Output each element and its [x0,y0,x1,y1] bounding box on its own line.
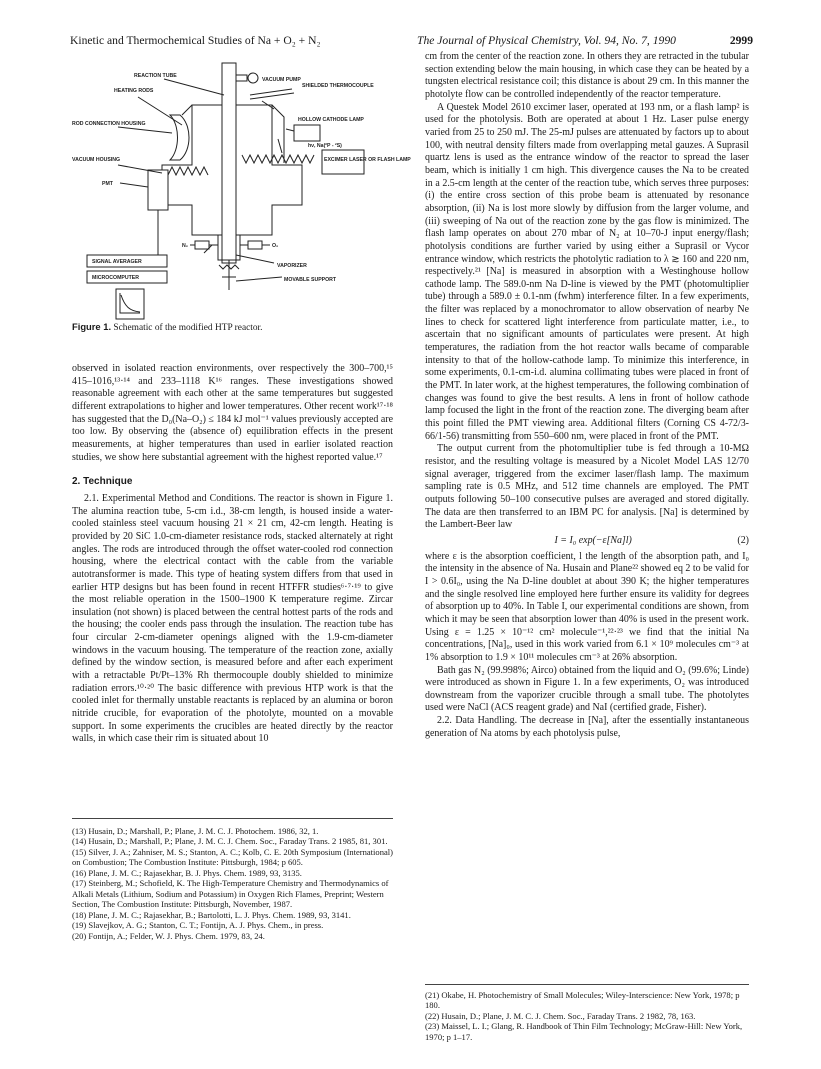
right-column [425,51,749,740]
reactor-schematic-svg [72,55,411,325]
reference-20: (20) Fontijn, A.; Felder, W. J. Phys. Chem. 1979, 83, 24. [72,930,265,941]
paragraph-photolysis: A Questek Model 2610 excimer laser, operated at 193 nm, or a flash lamp² is used for the photolysis. Both are operated at about 1 Hz. Laser pulse energy varied from 25 to 250 mJ. The 25-mJ pulses are attenuated by factors up to about 100, with neutral density filters made from overlapping metal gauzes. A Suprasil quartz lens is used as the entrance window of the reactor to spread the laser beam, which is initially 1 cm high. This divergence causes the Na to be created in a 2.5-cm length at the center of the reaction tube, which serves three purposes: (i) the entire cross section of this probe beam is attenuated by resonance absorption, (ii) Na is lost more slowly by diffusion from the larger volume, and (iii) sweeping of Na out of the reaction zone by the gas flow is minimized. The flash lamp operates on about 270 mbar of N₂ at 10–70-J input energy/flash; photolysis conditions are further varied by using either a Suprasil or Vycor entrance window, which restricts the photolytic radiation to λ ≳ 160 and 220 nm, respectively.²¹ [Na] is measured in absorption with a Westinghouse hollow cathode lamp. The 589.0-nm Na D-line is viewed by the PMT (photomultiplier tube) through a 589.0 ± 0.1-nm (fwhm) interference filter. In a few experiments, the filter was replaced by a monochromator to allow observation of nearby Ne lines to check for scattered light interference from particulate matter, i.e., to ascertain that no significant amounts of particulates were present. At high temperatures, the radiation from the hot reactor walls became of comparable intensity to that of the hollow-cathode lamp. To minimize this interference, in some experiments, 0.1-cm-i.d. alumina collimating tubes were placed in front of the PMT. In later work, at the highest temperatures, the following combination of changes was found to give the best results. A lens in front of hollow cathode lamp focused the light in the front of the reaction zone. The diverging beam after this point filled the PMT viewing area. Additional filters (Corning CS 4-72/3-66/1-56) transmitting from 550–600 nm, were placed in front of the PMT. [425,101,749,442]
label-vacuum-housing: VACUUM HOUSING [72,157,121,163]
thermocouple-shape [250,89,294,99]
reference-19: (19) Slavejkov, A. G.; Stanton, C. T.; Fontijn, A. J. Phys. Chem., in press. [72,920,324,931]
label-reaction-tube: REACTION TUBE [134,73,177,79]
paragraph-absorption: where ε is the absorption coefficient, l the length of the absorption path, and I₀ the intensity in the absence of Na. Husain and Plane²² showed eq 2 to be valid for I > 0.6I₀, using the Na D-line doublet at about 390 K; the higher temperatures and the single resolved line employed here further ensure its validity for degrees of absorption up to 40%. In Table I, our experimental conditions are shown, from which it may be seen that absorption lower than 40% is used in the present work. Using ε = 1.25 × 10⁻¹² cm² molecule⁻¹,²²·²³ we find that the initial Na concentrations, [Na]₀, used in this work varied from 6.1 × 10⁹ molecules cm⁻³ at 1% absorption to 1.9 × 10¹¹ molecules cm⁻³ at 26% absorption. [425,550,749,663]
label-leader-lines [118,79,294,281]
pmt-shape [148,170,168,210]
paragraph-data-handling: 2.2. Data Handling. The decrease in [Na], after the essentially instantaneous generation of Na atoms by each photolysis pulse, [425,715,749,739]
running-header-journal [417,34,753,47]
references-left [72,826,393,941]
label-rod-connection: ROD CONNECTION HOUSING [72,121,146,127]
equation-number: (2) [737,534,749,546]
journal-citation: The Journal of Physical Chemistry, Vol. 94, No. 7, 1990 [417,34,676,47]
label-signal-averager: SIGNAL AVERAGER [92,259,142,265]
label-shielded-thermocouple: SHIELDED THERMOCOUPLE [302,83,374,89]
reference-16: (16) Plane, J. M. C.; Rajasekhar, B. J. Phys. Chem. 1989, 93, 3135. [72,867,302,878]
references-right [425,990,749,1042]
label-microcomputer: MICROCOMPUTER [92,275,139,281]
label-heating-rods: HEATING RODS [114,88,154,94]
running-header-title: Kinetic and Thermochemical Studies of Na + O₂ + N₂ [70,34,321,47]
page-number: 2999 [729,34,753,47]
label-transition: hν, Na(²P - ²S) [308,143,342,149]
reference-15: (15) Silver, J. A.; Zahniser, M. S.; Stanton, A. C.; Kolb, C. E. 20th Symposium (International) on Combustion; The Combustion Institute: Pittsburgh, 1984; p 605. [72,846,393,868]
hollow-cathode-shape [294,125,320,141]
paragraph-experimental-method: 2.1. Experimental Method and Conditions. The reactor is shown in Figure 1. The alumina reaction tube, 5-cm i.d., 38-cm length, is housed inside a water-cooled stainless steel vacuum housing 21 × 21 cm, 42-cm length. Heating is provided by 20 SiC 1.0-cm-diameter resistance rods, stacked alternately at right angles. The rods are introduced through the offset water-cooled rod connection housing, where the electrical contact with the cable from the variable autotransformer is made. This type of heating system differs from that used in earlier HTP designs but has been found in recent HTFFR studies⁶·⁷·¹⁹ to give the most reliable operation in the 1500–1900 K temperature regime. Zircar insulation (not shown) is placed between the central hottest parts of the rods and the housing; the cooler ends pass through the insulation. The reaction tube has four circular 2-cm-diameter openings aligned with the 1.9-cm-diameter windows in the vacuum housing. The temperature of the reaction zone, axially defined by the window section, is measured before and after each experiment with a retractable Pt/Pt–13% Rh thermocouple doubly shielded to minimize radiation errors.¹⁰·²⁰ The basic difference with previous HTP work is that the cooled inlet for thermally unstable reactants is replaced by an alumina or boron nitride crucible, for evaporation of the photolyte, mounted on a movable support. In some experiments the crucibles are heated directly by the reactor walls, in which case their rim is situated about 10 [72,492,393,745]
reference-21: (21) Okabe, H. Photochemistry of Small Molecules; Wiley-Interscience: New York, 1978; p 180. [425,990,740,1011]
figure-1-schematic [72,55,411,325]
left-column [72,363,393,746]
label-pmt: PMT [102,181,113,187]
label-vacuum-pump: VACUUM PUMP [262,77,301,83]
reference-14: (14) Husain, D.; Marshall, P.; Plane, J. M. C. J. Chem. Soc., Faraday Trans. 2 1985, 81, 301. [72,836,388,847]
section-heading-technique: 2. Technique [72,476,133,488]
equation-lambert-beer [425,532,749,551]
figure-caption-label: Figure 1. [72,321,112,332]
vacuum-pump-pipe [236,75,247,81]
paragraph-intro-continued: observed in isolated reaction environments, over respectively the 300–700,¹⁵ 415–1016,¹³·¹⁴ and 233–1118 K¹⁶ ranges. These investigations showed reasonable agreement with each other at the same temperatures but suggested different extrapolations to higher and lower temperatures. Other recent work¹⁷·¹⁸ has suggested that the D₀(Na–O₂) ≤ 184 kJ mol⁻¹ values previously accepted are too low. By observing the (absence of) equilibration effects in the present measurements, at higher temperatures than used in earlier isolated reaction studies, we show here substantial agreement with the highest reported value.¹⁷ [72,363,393,463]
paragraph-detection: The output current from the photomultiplier tube is fed through a 10-MΩ resistor, and the resulting voltage is measured by a Nicolet Model LAS 12/70 signal averager, triggered from the excimer laser/flash lamp. The maximum sampling rate is 0.5 MHz, and 512 time channels are employed. The PMT outputs following 50–100 consecutive pulses are averaged and stored digitally. The data are then transferred to an IBM PC for analysis. [Na] is determined by the Lambert-Beer law [425,443,749,531]
reference-17: (17) Steinberg, M.; Schofield, K. The High-Temperature Chemistry and Thermodynamics of Alkali Metals (Lithium, Sodium and Potassium) in Oxygen Rich Flames, Preprint; Western Section, The Combustion Institute: Pittsburgh, November, 1987. [72,878,389,910]
figure-caption-text: Schematic of the modified HTP reactor. [113,323,263,333]
n2-valve [195,241,209,249]
label-vaporizer: VAPORIZER [277,263,307,269]
label-hollow-cathode: HOLLOW CATHODE LAMP [298,117,364,123]
vacuum-pump-shape [248,73,258,83]
figure-caption [72,321,263,333]
movable-support-shape [222,260,236,290]
rod-connection-shape [170,115,189,160]
label-o2: O₂ [272,243,279,249]
label-n2: N₂ [182,243,189,249]
footnote-divider-right [425,984,749,985]
heating-rods-right [242,155,314,163]
reference-23: (23) Maissel, L. I.; Glang, R. Handbook of Thin Film Technology; McGraw-Hill: New York, 1970; p 1–17. [425,1021,743,1042]
label-excimer: EXCIMER LASER OR FLASH LAMP [324,157,411,163]
reference-18: (18) Plane, J. M. C.; Rajasekhar, B.; Bartolotti, L. J. Phys. Chem. 1989, 93, 3141. [72,909,351,920]
reference-22: (22) Husain, D.; Plane, J. M. C. J. Chem. Soc., Faraday Trans. 2 1982, 78, 163. [425,1010,696,1021]
equation-text: I = I₀ exp(−ε[Na]l) [554,534,632,546]
label-movable-support: MOVABLE SUPPORT [284,277,337,283]
footnote-divider-left [72,818,393,819]
paragraph-gases: Bath gas N₂ (99.998%; Airco) obtained from the liquid and O₂ (99.6%; Linde) were introduced as shown in Figure 1. In a few experiments, O₂ was introduced downstream from the vaporizer crucible through a small tube. The photolytes used were NaCl (ACS reagent grade) and NaI (certified grade, Fisher). [425,664,749,714]
paragraph-crucible-position: cm from the center of the reaction zone. In others they are retracted in the tubular section extending below the main housing, in which case they can be heated by a tungsten electrical resistance coil; this distance is about 29 cm. In this manner the photolyte flow can be controlled independently of the reactor temperature. [425,51,749,100]
reaction-tube-shape [222,63,236,263]
heating-rods-left [168,167,208,175]
reference-13: (13) Husain, D.; Marshall, P.; Plane, J. M. C. J. Photochem. 1986, 32, 1. [72,826,319,836]
o2-valve [248,241,262,249]
